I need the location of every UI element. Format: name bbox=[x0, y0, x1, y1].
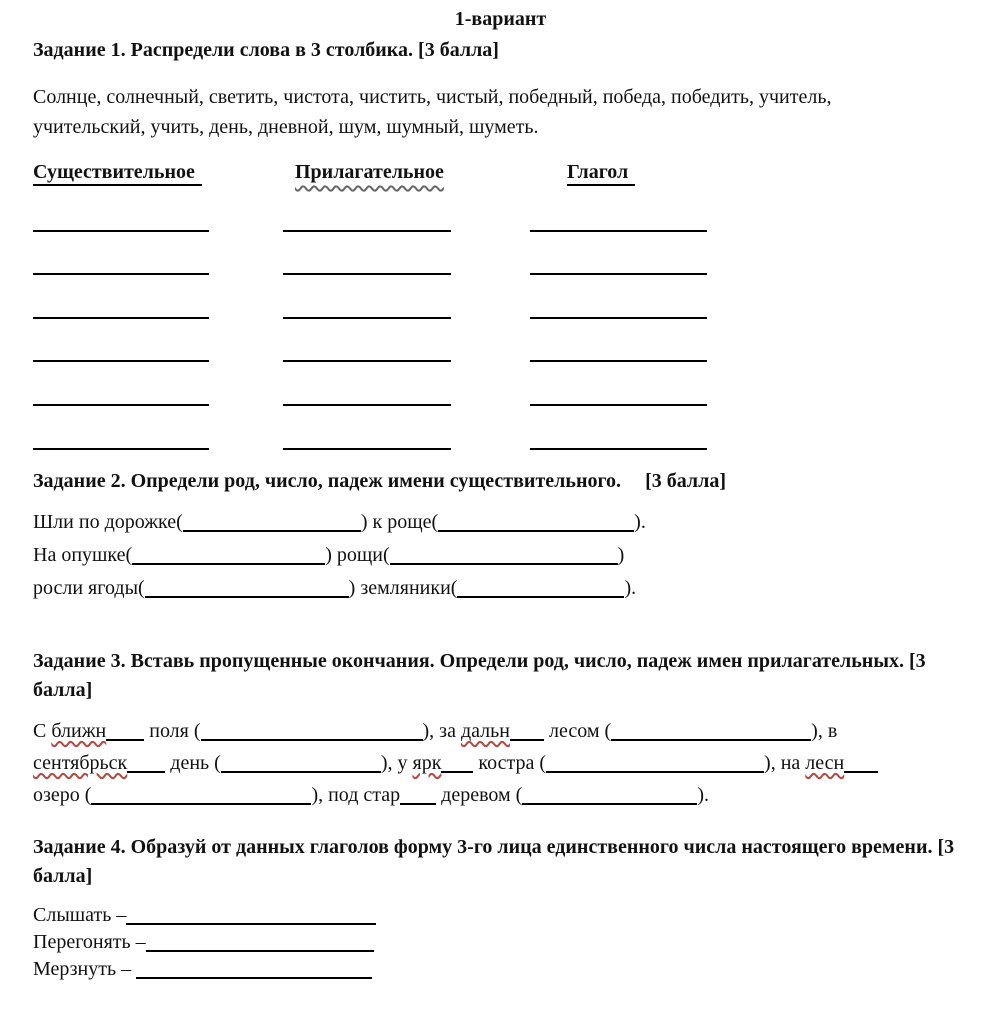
answer-blank-line bbox=[33, 317, 209, 319]
answer-blank bbox=[390, 563, 618, 565]
task2-points: [3 балла] bbox=[645, 469, 726, 492]
answer-blank-line bbox=[530, 273, 707, 275]
column-header-1: Существительное bbox=[33, 161, 202, 186]
blank-row bbox=[33, 406, 968, 450]
line-text: ). bbox=[634, 510, 646, 533]
line-text: ). bbox=[624, 576, 637, 599]
answer-blank-line bbox=[33, 448, 209, 450]
line-text: ) к роще( bbox=[360, 510, 439, 533]
fill-in-line bbox=[33, 715, 968, 747]
task1-blank-grid bbox=[33, 188, 968, 450]
fill-in-line bbox=[33, 902, 968, 929]
line-text: поля ( bbox=[144, 719, 201, 742]
column-header-2: Прилагательное bbox=[295, 161, 444, 183]
fill-in-line bbox=[33, 956, 968, 983]
answer-blank bbox=[201, 739, 423, 741]
line-text: костра ( bbox=[473, 751, 547, 774]
ending-blank bbox=[844, 771, 878, 773]
misspelled-word: сентябрьск bbox=[33, 751, 128, 774]
fill-in-line bbox=[33, 539, 968, 572]
column-header-3: Глагол bbox=[567, 161, 635, 186]
fill-in-line bbox=[33, 747, 968, 779]
line-text: Слышать – bbox=[33, 903, 127, 926]
answer-blank bbox=[457, 596, 624, 598]
ending-blank bbox=[441, 771, 473, 773]
answer-blank-line bbox=[283, 273, 451, 275]
answer-blank bbox=[132, 563, 325, 565]
line-text: Мерзнуть – bbox=[33, 957, 137, 980]
answer-blank bbox=[221, 771, 381, 773]
line-text: С bbox=[33, 719, 52, 742]
answer-blank-line bbox=[530, 404, 707, 406]
fill-in-line bbox=[33, 506, 968, 539]
answer-blank bbox=[522, 803, 697, 805]
answer-blank bbox=[146, 950, 374, 952]
fill-in-line bbox=[33, 929, 968, 956]
line-text: лесом ( bbox=[544, 719, 612, 742]
task1-heading: Задание 1. Распредели слова в 3 столбика. [3 балла] bbox=[33, 39, 499, 61]
task2-heading-text: Задание 2. Определи род, число, падеж имени существительного. bbox=[33, 469, 622, 492]
task1-column-headers bbox=[33, 161, 968, 193]
line-text: озеро ( bbox=[33, 783, 92, 806]
ending-blank bbox=[510, 739, 544, 741]
fill-in-line bbox=[33, 779, 968, 811]
answer-blank bbox=[91, 803, 311, 805]
blank-row bbox=[33, 275, 968, 319]
answer-blank bbox=[183, 530, 361, 532]
task2-heading bbox=[33, 467, 968, 496]
line-text: На опушке( bbox=[33, 543, 133, 566]
task2-fill-lines bbox=[33, 506, 968, 605]
answer-blank bbox=[136, 977, 372, 979]
answer-blank-line bbox=[33, 230, 209, 232]
answer-blank bbox=[546, 771, 764, 773]
line-text: росли ягоды( bbox=[33, 576, 145, 599]
blank-row bbox=[33, 188, 968, 232]
task3-heading: Задание 3. Вставь пропущенные окончания. Определи род, число, падеж имен прилагательных. [3 балла] bbox=[33, 649, 926, 701]
task3-fill-lines bbox=[33, 715, 968, 811]
line-text: ), на bbox=[764, 751, 806, 774]
fill-in-line bbox=[33, 572, 968, 605]
answer-blank bbox=[438, 530, 634, 532]
answer-blank-line bbox=[530, 360, 707, 362]
task1-word-list: Солнце, солнечный, светить, чистота, чистить, чистый, победный, победа, победить, учитель, учительский, учить, день, дневной, шум, шумный, шуметь. bbox=[33, 86, 832, 138]
answer-blank-line bbox=[283, 360, 451, 362]
answer-blank bbox=[126, 923, 376, 925]
answer-blank-line bbox=[33, 360, 209, 362]
answer-blank-line bbox=[530, 230, 707, 232]
ending-blank bbox=[400, 803, 436, 805]
misspelled-word: лесн bbox=[805, 751, 845, 774]
line-text: Перегонять – bbox=[33, 930, 146, 953]
line-text: ) рощи( bbox=[325, 543, 390, 566]
misspelled-word: ярк bbox=[412, 751, 442, 774]
line-text: день ( bbox=[165, 751, 221, 774]
line-text: ), у bbox=[380, 751, 413, 774]
answer-blank-line bbox=[283, 230, 451, 232]
line-text: ) bbox=[617, 543, 625, 566]
blank-row bbox=[33, 362, 968, 406]
answer-blank-line bbox=[283, 404, 451, 406]
answer-blank-line bbox=[530, 448, 707, 450]
variant-title: 1-вариант bbox=[454, 8, 547, 30]
answer-blank bbox=[145, 596, 349, 598]
blank-row bbox=[33, 232, 968, 276]
line-text: ), под стар bbox=[311, 783, 401, 806]
line-text: деревом ( bbox=[436, 783, 523, 806]
ending-blank bbox=[106, 739, 144, 741]
line-text: ), за bbox=[422, 719, 461, 742]
misspelled-word: дальн bbox=[460, 719, 510, 742]
answer-blank bbox=[611, 739, 811, 741]
line-text: ) земляники( bbox=[348, 576, 458, 599]
misspelled-word: ближн bbox=[51, 719, 107, 742]
blank-row bbox=[33, 319, 968, 363]
answer-blank-line bbox=[33, 404, 209, 406]
answer-blank-line bbox=[33, 273, 209, 275]
answer-blank-line bbox=[530, 317, 707, 319]
line-text: Шли по дорожке( bbox=[33, 510, 183, 533]
task4-heading: Задание 4. Образуй от данных глаголов форму 3-го лица единственного числа настоящего времени. [3 балла] bbox=[33, 835, 955, 887]
ending-blank bbox=[127, 771, 165, 773]
answer-blank-line bbox=[283, 317, 451, 319]
task4-fill-lines bbox=[33, 902, 968, 983]
line-text: ). bbox=[697, 783, 709, 806]
answer-blank-line bbox=[283, 448, 451, 450]
line-text: ), в bbox=[811, 719, 838, 742]
